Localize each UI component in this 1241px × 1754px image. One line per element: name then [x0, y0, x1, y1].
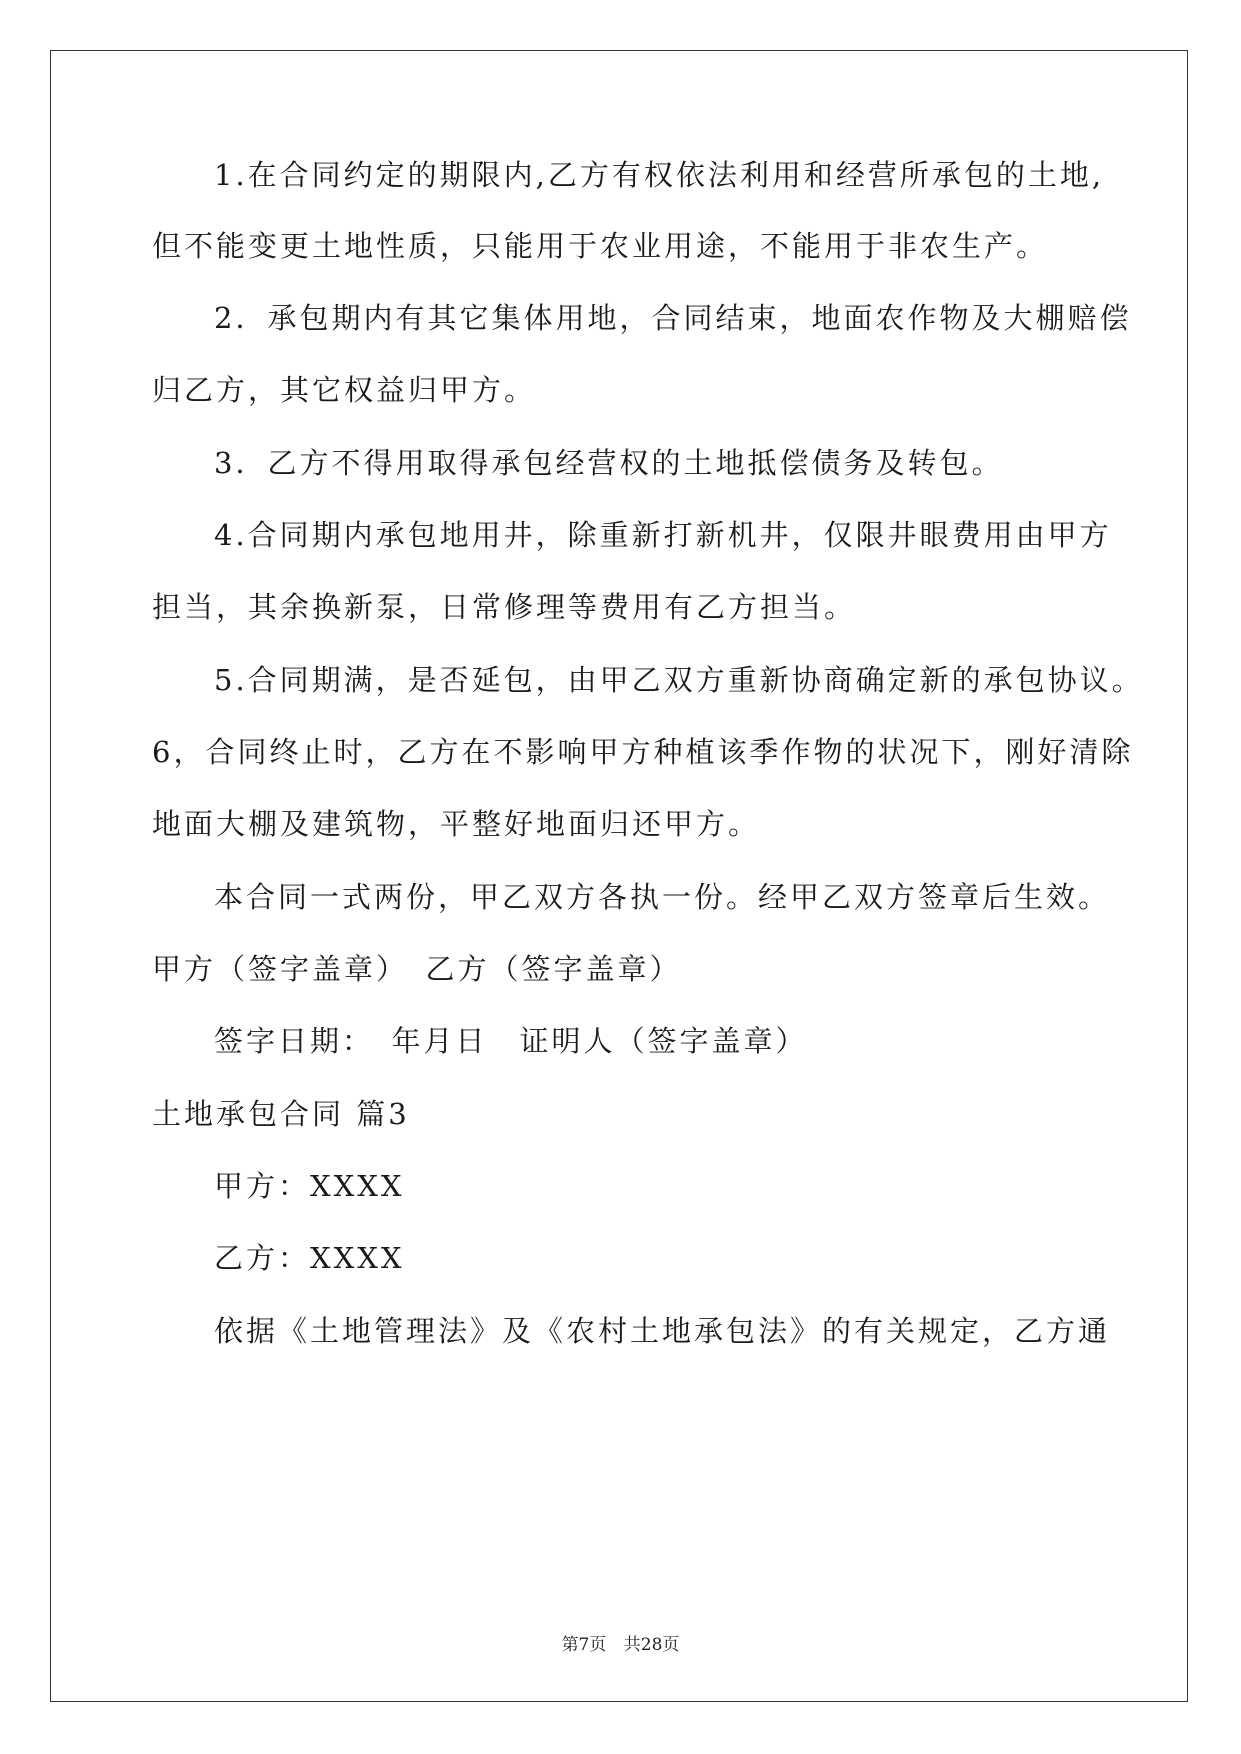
clause-2-line-1: 2．承包期内有其它集体用地，合同结束，地面农作物及大棚赔偿	[214, 301, 1132, 335]
clause-4-line-1: 4.合同期内承包地用井，除重新打新机井，仅限井眼费用由甲方	[214, 518, 1112, 552]
party-a: 甲方：XXXX	[214, 1169, 405, 1203]
clause-5-line-1: 5.合同期满，是否延包，由甲乙双方重新协商确定新的承包协议。	[214, 663, 1144, 697]
effectiveness-clause: 本合同一式两份，甲乙双方各执一份。经甲乙双方签章后生效。	[214, 880, 1111, 914]
signature-parties: 甲方（签字盖章） 乙方（签字盖章）	[152, 952, 682, 986]
party-b: 乙方：XXXX	[214, 1241, 405, 1275]
page-number-total: 共28页	[623, 1635, 680, 1655]
clause-6-line-1: 6，合同终止时，乙方在不影响甲方种植该季作物的状况下，刚好清除	[152, 735, 1134, 769]
preamble-line-1: 依据《土地管理法》及《农村土地承包法》的有关规定，乙方通	[214, 1314, 1111, 1348]
clause-1-line-2: 但不能变更土地性质，只能用于农业用途，不能用于非农生产。	[152, 229, 1049, 263]
page-number-current: 第7页	[561, 1635, 607, 1655]
section-heading: 土地承包合同 篇3	[152, 1097, 410, 1131]
clause-6-line-2: 地面大棚及建筑物，平整好地面归还甲方。	[152, 807, 761, 841]
signature-date: 签字日期： 年月日 证明人（签字盖章）	[214, 1024, 808, 1058]
page-footer	[0, 1630, 1241, 1655]
clause-1-line-1: 1.在合同约定的期限内,乙方有权依法利用和经营所承包的土地,	[214, 158, 1105, 192]
clause-3-line-1: 3．乙方不得用取得承包经营权的土地抵偿债务及转包。	[214, 446, 1004, 480]
clause-2-line-2: 归乙方，其它权益归甲方。	[152, 373, 537, 407]
clause-4-line-2: 担当，其余换新泵，日常修理等费用有乙方担当。	[152, 590, 857, 624]
